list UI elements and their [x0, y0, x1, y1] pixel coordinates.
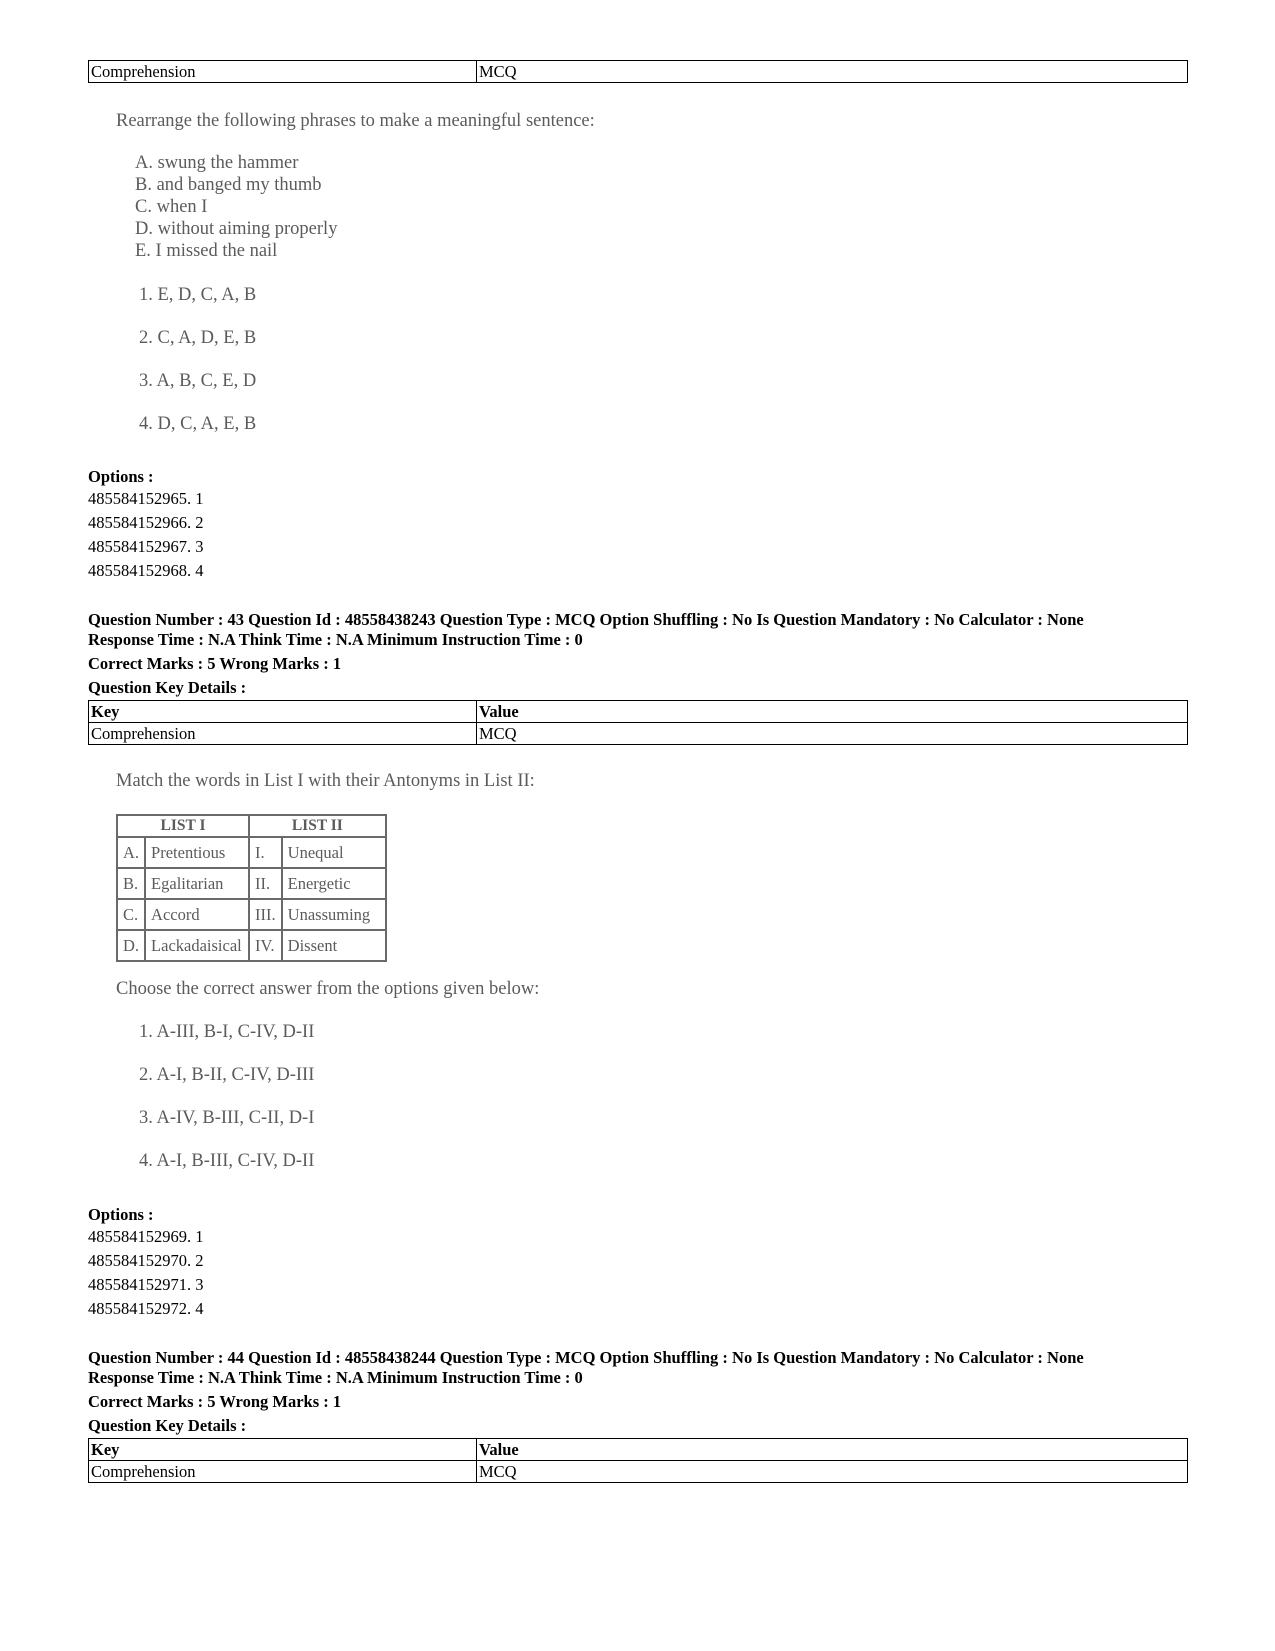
list-1-word: Egalitarian [145, 868, 249, 899]
table-row [117, 930, 386, 961]
key-header: Key [89, 1439, 477, 1461]
phrase-e: E. I missed the nail [135, 241, 278, 261]
answer-choice-1: 1. E, D, C, A, B [139, 285, 257, 305]
table-header-row [89, 1439, 1188, 1461]
table-header-row [117, 815, 386, 837]
key-cell: Comprehension [89, 1461, 477, 1483]
value-header: Value [477, 701, 1188, 723]
options-label: Options : [88, 467, 154, 486]
option-item: 485584152972. 4 [88, 1299, 204, 1318]
table-row [117, 868, 386, 899]
value-header: Value [477, 1439, 1188, 1461]
key-cell: Comprehension [89, 61, 477, 83]
list-2-numeral: III. [249, 899, 282, 930]
question-meta-line-1: Question Number : 43 Question Id : 48558438243 Question Type : MCQ Option Shuffling : No Is Question Mandatory : No Calculator : None [88, 610, 1084, 629]
option-item: 485584152965. 1 [88, 489, 204, 508]
question-header [88, 1348, 1084, 1388]
table-row [117, 899, 386, 930]
list-1-letter: A. [117, 837, 145, 868]
list-1-word: Pretentious [145, 837, 249, 868]
question-key-table [88, 700, 1188, 745]
option-item: 485584152970. 2 [88, 1251, 204, 1270]
option-item: 485584152969. 1 [88, 1227, 204, 1246]
question-43-image [110, 768, 670, 1198]
list-2-header: LIST II [249, 815, 386, 837]
answer-choice-2: 2. A-I, B-II, C-IV, D-III [139, 1065, 315, 1085]
phrase-c: C. when I [135, 197, 208, 217]
list-2-word: Energetic [282, 868, 386, 899]
phrase-d: D. without aiming properly [135, 219, 338, 239]
list-2-numeral: IV. [249, 930, 282, 961]
list-1-letter: C. [117, 899, 145, 930]
list-1-word: Accord [145, 899, 249, 930]
answer-choice-2: 2. C, A, D, E, B [139, 328, 257, 348]
answer-choice-3: 3. A, B, C, E, D [139, 371, 257, 391]
answer-choice-1: 1. A-III, B-I, C-IV, D-II [139, 1022, 315, 1042]
question-42-image [110, 108, 670, 458]
question-meta-line-1: Question Number : 44 Question Id : 48558438244 Question Type : MCQ Option Shuffling : No Is Question Mandatory : No Calculator : None [88, 1348, 1084, 1367]
marks-line: Correct Marks : 5 Wrong Marks : 1 [88, 654, 342, 673]
option-item: 485584152971. 3 [88, 1275, 204, 1294]
question-instruction: Match the words in List I with their Antonyms in List II: [116, 771, 535, 791]
list-2-numeral: I. [249, 837, 282, 868]
matching-list-table [116, 814, 387, 962]
key-header: Key [89, 701, 477, 723]
question-header [88, 610, 1084, 650]
list-2-word: Unassuming [282, 899, 386, 930]
list-2-word: Unequal [282, 837, 386, 868]
phrase-b: B. and banged my thumb [135, 175, 322, 195]
marks-line: Correct Marks : 5 Wrong Marks : 1 [88, 1392, 342, 1411]
key-details-label: Question Key Details : [88, 678, 247, 697]
option-item: 485584152966. 2 [88, 513, 204, 532]
options-label: Options : [88, 1205, 154, 1224]
table-row [89, 61, 1188, 83]
option-item: 485584152967. 3 [88, 537, 204, 556]
table-header-row [89, 701, 1188, 723]
question-meta-line-2: Response Time : N.A Think Time : N.A Minimum Instruction Time : 0 [88, 630, 583, 649]
answer-choice-3: 3. A-IV, B-III, C-II, D-I [139, 1108, 315, 1128]
phrase-a: A. swung the hammer [135, 153, 299, 173]
answer-choice-4: 4. A-I, B-III, C-IV, D-II [139, 1151, 315, 1171]
answer-choice-4: 4. D, C, A, E, B [139, 414, 257, 434]
list-1-header: LIST I [117, 815, 249, 837]
choose-instruction: Choose the correct answer from the options given below: [116, 979, 540, 999]
option-item: 485584152968. 4 [88, 561, 204, 580]
value-cell: MCQ [477, 1461, 1188, 1483]
list-1-letter: B. [117, 868, 145, 899]
question-meta-line-2: Response Time : N.A Think Time : N.A Minimum Instruction Time : 0 [88, 1368, 583, 1387]
list-2-numeral: II. [249, 868, 282, 899]
value-cell: MCQ [477, 723, 1188, 745]
table-row [117, 837, 386, 868]
list-2-word: Dissent [282, 930, 386, 961]
options-list [88, 487, 204, 583]
question-instruction: Rearrange the following phrases to make a meaningful sentence: [116, 111, 595, 131]
list-1-word: Lackadaisical [145, 930, 249, 961]
table-row [89, 723, 1188, 745]
table-row [89, 1461, 1188, 1483]
question-key-table-top [88, 60, 1188, 83]
value-cell: MCQ [477, 61, 1188, 83]
list-1-letter: D. [117, 930, 145, 961]
key-details-label: Question Key Details : [88, 1416, 247, 1435]
question-key-table [88, 1438, 1188, 1483]
key-cell: Comprehension [89, 723, 477, 745]
options-list [88, 1225, 204, 1321]
